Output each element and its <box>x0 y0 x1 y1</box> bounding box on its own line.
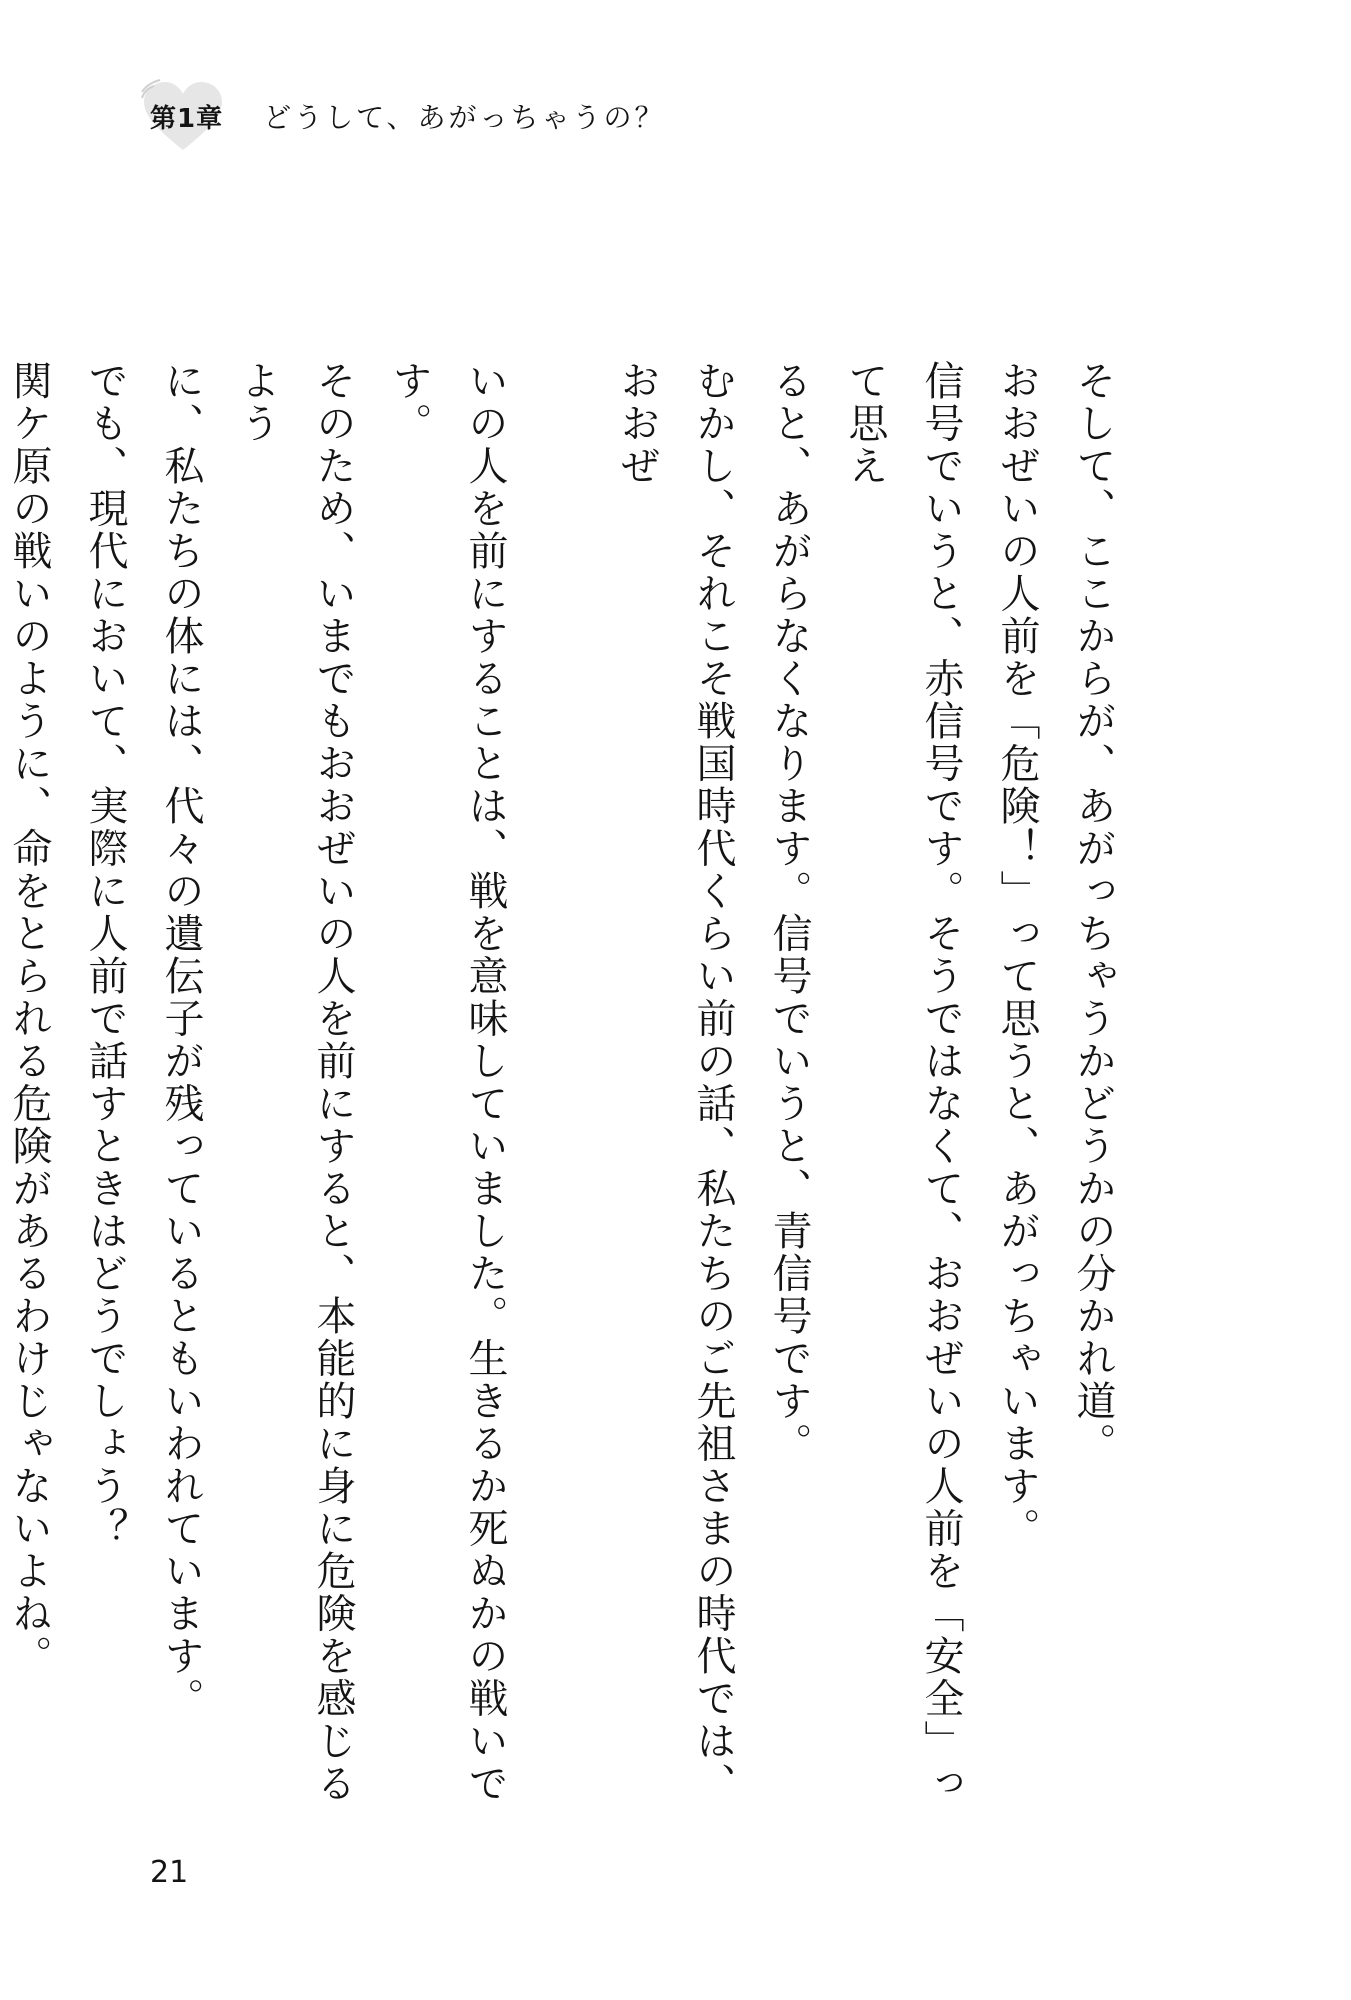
text-line: ると、あがらなくなります。信号でいうと、青信号です。 <box>766 360 812 1465</box>
chapter-header <box>150 86 666 146</box>
text-line: おおぜいの人前を「危険！」って思うと、あがっちゃいます。 <box>994 360 1040 1550</box>
text-line: に、私たちの体には、代々の遺伝子が残っているともいわれています。 <box>158 360 204 1720</box>
chapter-label: 第1章 <box>150 103 224 134</box>
text-line: 信号でいうと、赤信号です。そうではなくて、おおぜいの人前を「安全」って思え <box>842 360 964 1805</box>
text-line: そして、ここからが、あがっちゃうかどうかの分かれ道。 <box>1070 360 1116 1465</box>
text-line: 関ケ原の戦いのように、命をとられる危険があるわけじゃないよね。 <box>6 360 52 1678</box>
text-line: いの人を前にすることは、戦を意味していました。生きるか死ぬかの戦いです。 <box>386 360 508 1805</box>
text-line: でも、現代において、実際に人前で話すときはどうでしょう？ <box>82 360 128 1550</box>
chapter-title: どうして、あがっちゃうの？ <box>263 101 666 134</box>
vertical-body-text <box>0 360 1131 1820</box>
text-line: そのため、いまでもおおぜいの人を前にすると、本能的に身に危険を感じるよう <box>234 360 356 1805</box>
text-line: むかし、それこそ戦国時代くらい前の話、私たちのご先祖さまの時代では、おおぜ <box>614 360 736 1805</box>
page-number: 21 <box>150 1855 189 1890</box>
